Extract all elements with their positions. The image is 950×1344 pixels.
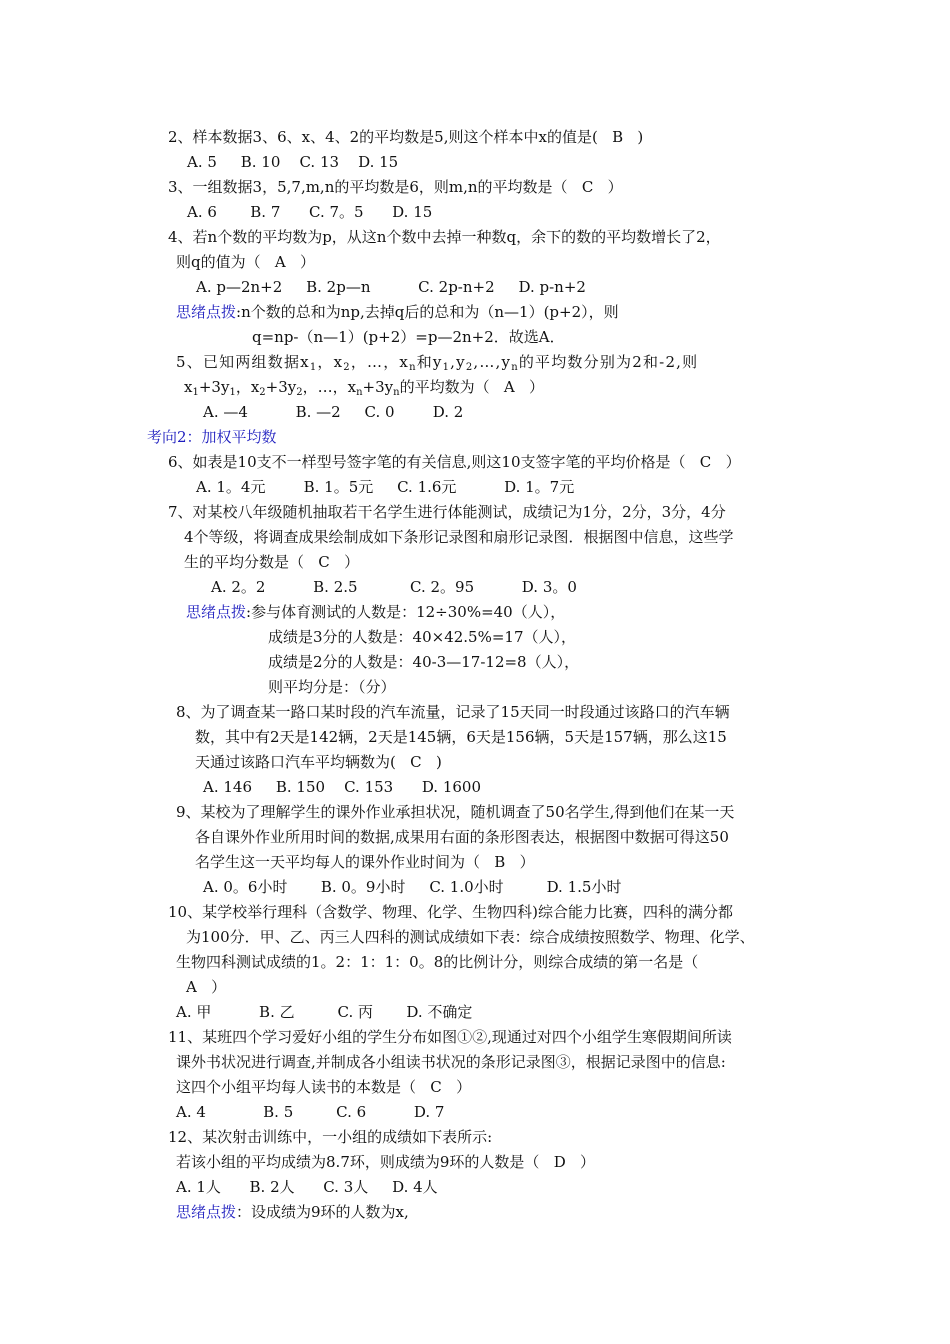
question-10-line-1: 10、某学校举行理科（含数学、物理、化学、生物四科)综合能力比赛，四科的满分都 [168,903,733,921]
question-8-line-2: 数，其中有2天是142辆，2天是145辆，6天是156辆，5天是157辆，那么这15 [195,728,727,746]
question-2-options: A. 5 B. 10 C. 13 D. 15 [187,153,399,171]
question-5-line-1 [176,352,698,372]
question-4-hint [176,302,619,322]
q5-text: x [184,378,193,396]
q5-text: ，…，x [350,353,410,371]
q5-text: 的平均数为（ A ） [399,378,545,396]
q5-text: ，x [317,353,344,371]
question-8-line-1: 8、为了调查某一路口某时段的汽车流量，记录了15天同一时段通过该路口的汽车辆 [176,703,730,721]
question-12-hint [176,1202,409,1222]
question-7-hint [186,602,565,622]
question-5-options: A. —4 B. —2 C. 0 D. 2 [203,403,464,421]
question-7-line-1: 7、对某校八年级随机抽取若干名学生进行体能测试，成绩记为1分，2分，3分，4分 [168,503,726,521]
subscript: n [356,387,363,398]
subscript: n [511,362,519,373]
question-10-line-2: 为100分．甲、乙、丙三人四科的测试成绩如下表：综合成绩按照数学、物理、化学、 [186,928,755,946]
question-4-options: A. p—2n+2 B. 2p—n C. 2p-n+2 D. p-n+2 [196,278,586,296]
question-7-hint-line-4: 则平均分是：（分） [268,678,396,696]
question-4-hint-line-2: q=np-（n—1）(p+2）=p—2n+2．故选A． [252,328,565,346]
question-12-line-1: 12、某次射击训练中，一小组的成绩如下表所示: [168,1128,493,1146]
question-9-line-2: 各自课外作业所用时间的数据,成果用右面的条形图表达，根据图中数据可得这50 [195,828,729,846]
q5-text: ，x [235,378,260,396]
q5-text: ，…，x [302,378,357,396]
question-11-line-2: 课外书状况进行调查,并制成各小组读书状况的条形记录图③，根据记录图中的信息: [176,1053,726,1071]
q5-text: ,y [450,353,466,371]
question-12-line-2: 若该小组的平均成绩为8.7环，则成绩为9环的人数是（ D ） [176,1153,596,1171]
hint-text: :参与体育测试的人数是：12÷30%=40（人）， [246,603,566,621]
question-4-line-2: 则q的值为（ A ） [176,253,316,271]
q5-text: +3y [198,378,230,396]
question-9-line-3: 名学生这一天平均每人的课外作业时间为（ B ） [195,853,535,871]
q5-text: ,…,y [473,353,512,371]
question-10-options: A. 甲 B. 乙 C. 丙 D. 不确定 [176,1003,473,1021]
q5-text: 5、已知两组数据x [176,353,310,371]
subscript: 2 [296,387,303,398]
subscript: 1 [229,387,236,398]
subscript: n [409,362,417,373]
hint-text: :n个数的总和为np,去掉q后的总和为（n—1）(p+2），则 [236,303,619,321]
hint-label: 思绪点拨 [176,1203,237,1221]
subscript: 1 [309,362,318,373]
subscript: 2 [465,362,474,373]
question-8-options: A. 146 B. 150 C. 153 D. 1600 [203,778,482,796]
question-7-line-3: 生的平均分数是（ C ） [184,553,360,571]
question-11-line-1: 11、某班四个学习爱好小组的学生分布如图①②,现通过对四个小组学生寒假期间所读 [168,1028,732,1046]
question-6-options: A. 1。4元 B. 1。5元 C. 1.6元 D. 1。7元 [196,478,575,496]
hint-label: 思绪点拨 [176,303,237,321]
question-11-options: A. 4 B. 5 C. 6 D. 7 [176,1103,445,1121]
question-3-options: A. 6 B. 7 C. 7。5 D. 15 [187,203,433,221]
question-12-options: A. 1人 B. 2人 C. 3人 D. 4人 [176,1178,438,1196]
question-4-line-1: 4、若n个数的平均数为p，从这n个数中去掉一种数q，余下的数的平均数增长了2， [168,228,721,246]
q5-text: 的平均数分别为2和-2,则 [518,353,699,371]
q5-text: 和y [416,353,443,371]
question-7-hint-line-2: 成绩是3分的人数是：40×42.5%=17（人）， [268,628,577,646]
question-10-line-4: A ） [186,978,227,996]
question-9-line-1: 9、某校为了理解学生的课外作业承担状况，随机调查了50名学生,得到他们在某一天 [176,803,735,821]
question-10-line-3: 生物四科测试成绩的1。2：1：1：0。8的比例计分，则综合成绩的第一名是（ [176,953,699,971]
subscript: 2 [343,362,351,373]
hint-text: ：设成绩为9环的人数为x, [236,1203,409,1221]
question-6-text: 6、如表是10支不一样型号签字笔的有关信息,则这10支签字笔的平均价格是（ C ） [168,453,741,471]
subscript: 1 [192,387,199,398]
subscript: n [393,387,400,398]
question-8-line-3: 天通过该路口汽车平均辆数为( C ) [195,753,442,771]
question-9-options: A. 0。6小时 B. 0。9小时 C. 1.0小时 D. 1.5小时 [203,878,622,896]
section-heading: 考向2：加权平均数 [147,428,277,446]
question-2-text: 2、样本数据3、6、x、4、2的平均数是5,则这个样本中x的值是( B ) [168,128,644,146]
question-5-line-2 [184,377,544,397]
question-11-line-3: 这四个小组平均每人读书的本数是（ C ） [176,1078,472,1096]
q5-text: +3y [362,378,394,396]
question-7-line-2: 4个等级，将调查成果绘制成如下条形记录图和扇形记录图．根据图中信息，这些学 [184,528,734,546]
q5-text: +3y [265,378,297,396]
hint-label: 思绪点拨 [186,603,247,621]
question-7-hint-line-3: 成绩是2分的人数是：40-3—17-12=8（人）， [268,653,580,671]
question-3-text: 3、一组数据3，5,7,m,n的平均数是6，则m,n的平均数是（ C ） [168,178,623,196]
subscript: 2 [259,387,266,398]
subscript: 1 [442,362,451,373]
question-7-options: A. 2。2 B. 2.5 C. 2。95 D. 3。0 [211,578,577,596]
